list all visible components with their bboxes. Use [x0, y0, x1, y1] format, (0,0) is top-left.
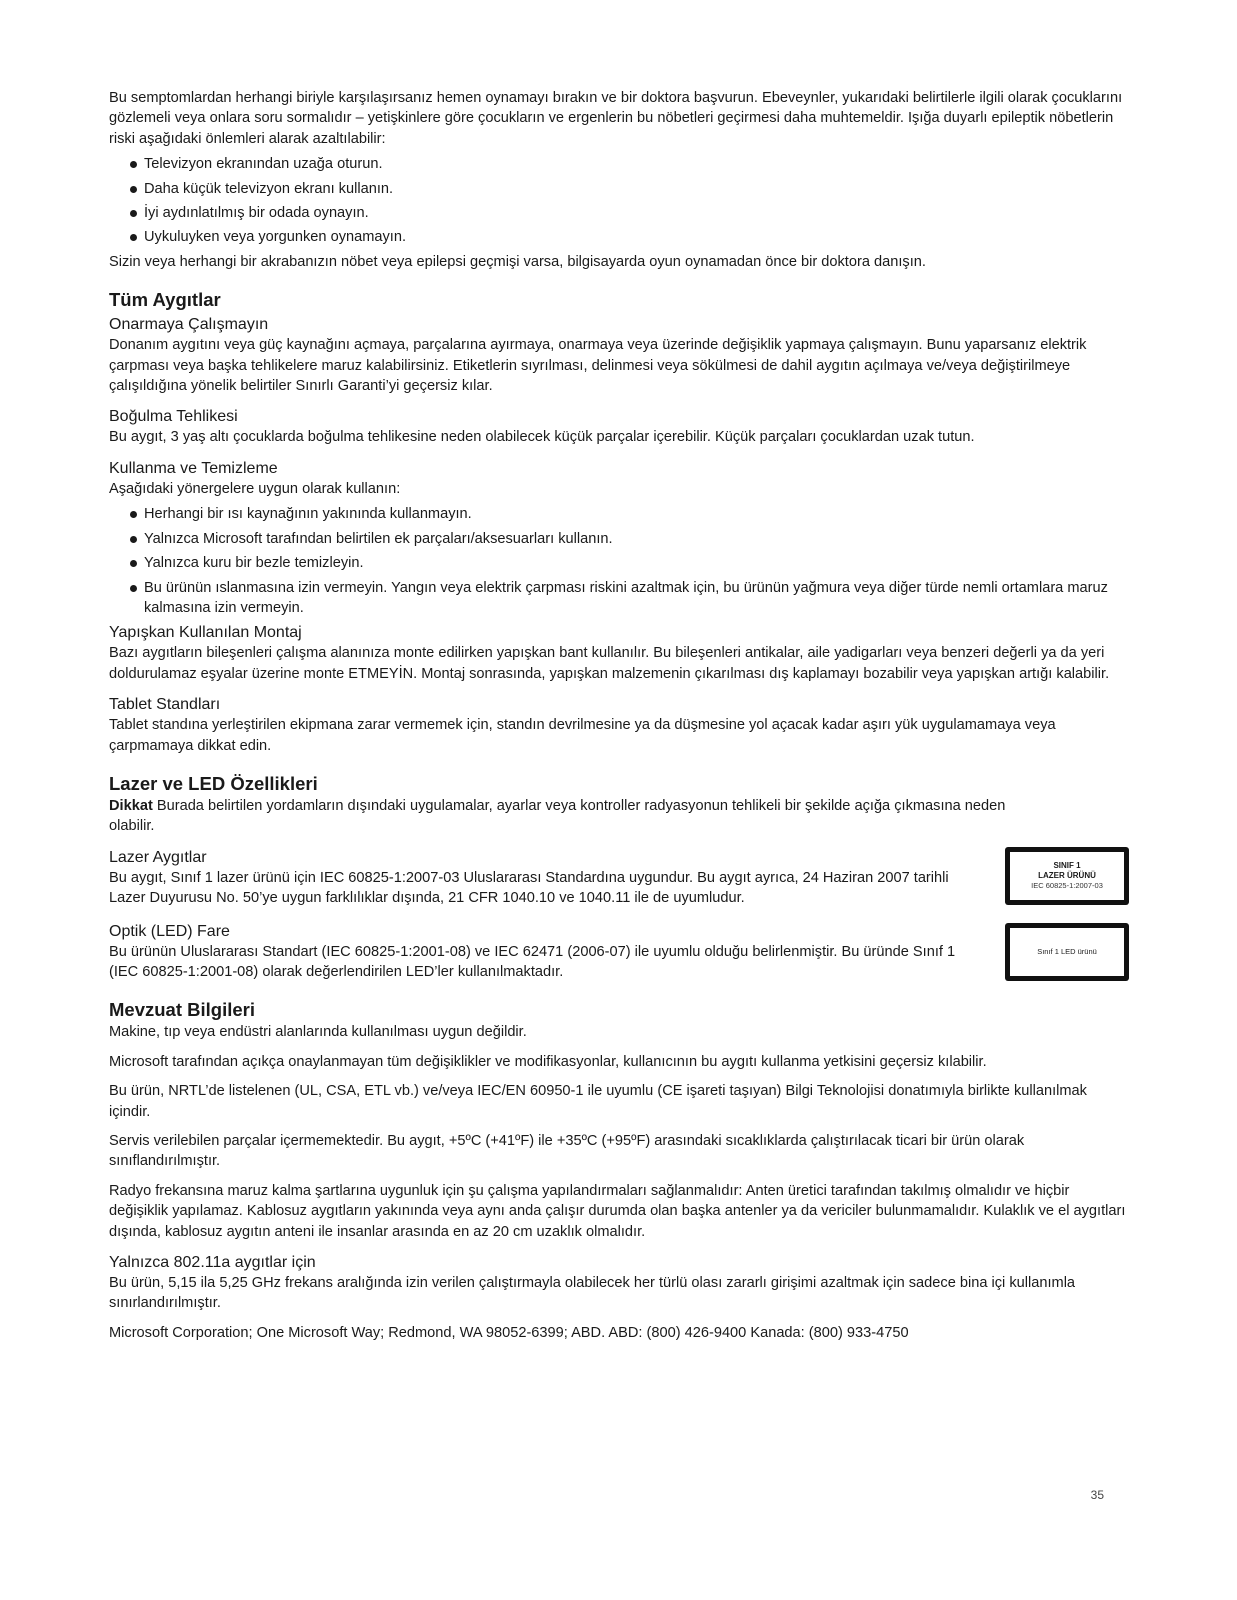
- contact-info: Microsoft Corporation; One Microsoft Way; Redmond, WA 98052-6399; ABD. ABD: (800) 426-9400 Kanada: (800) 933-4750: [109, 1324, 909, 1341]
- laser-label-line3: IEC 60825-1:2007-03: [1031, 880, 1103, 890]
- led-text-block: [109, 921, 959, 983]
- intro-paragraph-2: Sizin veya herhangi bir akrabanızın nöbet veya epilepsi geçmişi varsa, bilgisayarda oyun oynamadan önce bir doktora danışın.: [109, 253, 926, 270]
- repair-text: Donanım aygıtını veya güç kaynağını açmaya, parçalarına ayırmaya, onarmaya veya üzerinde değişiklik yapmaya çalışmayın. Bunu yaparsanız elektrik çarpması veya başka tehlikelere maruz kalabilirsiniz. Etiketlerin sıyrılması, delinmesi veya sökülmesi de dahil aygıtın açılmaya ve/veya değiştirilmeye çalışıldığına yönelik belirtiler Sınırlı Garanti’yi geçersiz kılar.: [109, 337, 1087, 395]
- page-content: [109, 88, 1129, 1343]
- laser-class-label-face: [1010, 852, 1124, 900]
- heading-laser: Lazer Aygıtlar: [109, 848, 207, 866]
- heading-tablet: Tablet Standları: [109, 696, 221, 714]
- regulatory-paragraph: Servis verilebilen parçalar içermemektedir. Bu aygıt, +5ºC (+41ºF) ile +35ºC (+95ºF) arasındaki sıcaklıklarda çalıştırılacak ticari bir ürün olarak sınıflandırılmıştır.: [109, 1133, 1025, 1170]
- heading-led: Optik (LED) Fare: [109, 922, 230, 940]
- list-item: Yalnızca Microsoft tarafından belirtilen ek parçaları/aksesuarları kullanın.: [130, 529, 1129, 549]
- laser-text-block: [109, 847, 959, 909]
- list-item: Uykuluyken veya yorgunken oynamayın.: [130, 227, 1129, 247]
- section-title-laser-led: Lazer ve LED Özellikleri: [109, 772, 318, 794]
- heading-adhesive: Yapışkan Kullanılan Montaj: [109, 624, 302, 642]
- heading-use-clean: Kullanma ve Temizleme: [109, 459, 278, 477]
- page-number: 35: [1090, 1488, 1104, 1502]
- laser-class-label: [1005, 847, 1129, 905]
- section-title-regulatory: Mevzuat Bilgileri: [109, 999, 255, 1021]
- caution-text: [109, 796, 1029, 837]
- led-class-label: [1005, 923, 1129, 981]
- led-text: Bu ürünün Uluslararası Standart (IEC 60825-1:2001-08) ve IEC 62471 (2006-07) ile uyumlu olduğu belirlenmiştir. Bu üründe Sınıf 1 (IEC 60825-1:2001-08) olarak değerlendirilen LED’ler kullanılmaktadır.: [109, 943, 956, 980]
- list-item: İyi aydınlatılmış bir odada oynayın.: [130, 203, 1129, 223]
- laser-row: [109, 847, 1129, 909]
- led-class-label-face: [1010, 928, 1124, 976]
- heading-choking: Boğulma Tehlikesi: [109, 408, 238, 426]
- laser-label-line2: LAZER ÜRÜNÜ: [1038, 870, 1096, 880]
- use-clean-text: Aşağıdaki yönergelere uygun olarak kullanın:: [109, 480, 401, 497]
- regulatory-paragraph: Makine, tıp veya endüstri alanlarında kullanılması uygun değildir.: [109, 1024, 527, 1041]
- choking-text: Bu aygıt, 3 yaş altı çocuklarda boğulma tehlikesine neden olabilecek küçük parçalar içerebilir. Küçük parçaları çocuklardan uzak tutun.: [109, 429, 975, 446]
- section-title-all-devices: Tüm Aygıtlar: [109, 289, 221, 311]
- adhesive-text: Bazı aygıtların bileşenleri çalışma alanınıza monte edilirken yapışkan bant kullanılır. Bu bileşenleri antikalar, aile yadigarları veya benzeri değerli ya da yeri doldurulamaz eşyalar üzerine monte ETMEYİN. Montaj sonrasında, yapışkan malzemenin çıkarılması dış kaplamayı bozabilir veya yapışkan artığı kalabilir.: [109, 645, 1110, 682]
- list-item: Herhangi bir ısı kaynağının yakınında kullanmayın.: [130, 504, 1129, 524]
- led-row: [109, 921, 1129, 983]
- laser-text: Bu aygıt, Sınıf 1 lazer ürünü için IEC 60825-1:2007-03 Uluslararası Standardına uygundur. Bu aygıt ayrıca, 24 Haziran 2007 tarihli Lazer Duyurusu No. 50’ye uygun farklılıklar dışında, 21 CFR 1040.10 ve 1040.11 ile de uyumludur.: [109, 869, 949, 907]
- tablet-text: Tablet standına yerleştirilen ekipmana zarar vermemek için, standın devrilmesine ya da düşmesine yol açacak kadar aşırı yük uygulamamaya veya çarpmamaya dikkat edin.: [109, 717, 1056, 754]
- caution-label: Dikkat: [109, 797, 153, 814]
- list-item: Televizyon ekranından uzağa oturun.: [130, 154, 1129, 174]
- laser-label-line1: SINIF 1: [1053, 860, 1081, 870]
- heading-repair: Onarmaya Çalışmayın: [109, 316, 269, 334]
- use-clean-bullet-list: [109, 504, 1129, 618]
- heading-wifi: Yalnızca 802.11a aygıtlar için: [109, 1254, 316, 1272]
- regulatory-paragraph: Microsoft tarafından açıkça onaylanmayan tüm değişiklikler ve modifikasyonlar, kullanıcının bu aygıtı kullanma yetkisini geçersiz kılabilir.: [109, 1053, 987, 1070]
- intro-paragraph: Bu semptomlardan herhangi biriyle karşılaşırsanız hemen oynamayı bırakın ve bir doktora başvurun. Ebeveynler, yukarıdaki belirtilerle ilgili olarak çocuklarını gözlemeli veya onlara soru sormalıdır – yetişkinlere göre çocukların ve ergenlerin bu nöbetleri geçirmesi daha muhtemeldir. Işığa duyarlı epileptik nöbetlerin riski aşağıdaki önlemleri alarak azaltılabilir:: [109, 90, 1123, 147]
- list-item: Bu ürünün ıslanmasına izin vermeyin. Yangın veya elektrik çarpması riskini azaltmak için, bu ürünün yağmura veya diğer türde nemli ortamlara maruz kalmasına izin vermeyin.: [130, 578, 1129, 619]
- list-item: Daha küçük televizyon ekranı kullanın.: [130, 179, 1129, 199]
- regulatory-paragraph: Radyo frekansına maruz kalma şartlarına uygunluk için şu çalışma yapılandırmaları sağlanmalıdır: Anten üretici tarafından takılmış olmalıdır ve hiçbir değişiklik yapılamaz. Kablosuz aygıtların yakınında veya aynı anda çalışır durumda olan başka antenler ya da vericiler bulunmamalıdır. Kulaklık ve el aygıtları dışında, kablosuz aygıtın anteni ile insanlar arasında en az 20 cm uzaklık olmalıdır.: [109, 1182, 1126, 1240]
- regulatory-paragraph: Bu ürün, NRTL’de listelenen (UL, CSA, ETL vb.) ve/veya IEC/EN 60950-1 ile uyumlu (CE işareti taşıyan) Bilgi Teknolojisi donatımıyla birlikte kullanılmak içindir.: [109, 1083, 1087, 1120]
- intro-bullet-list: [109, 154, 1129, 248]
- caution-body: Burada belirtilen yordamların dışındaki uygulamalar, ayarlar veya kontroller radyasyonun tehlikeli bir şekilde açığa çıkmasına neden olabilir.: [109, 797, 1006, 835]
- led-label-text: Sınıf 1 LED ürünü: [1037, 946, 1097, 956]
- list-item: Yalnızca kuru bir bezle temizleyin.: [130, 553, 1129, 573]
- wifi-text: Bu ürün, 5,15 ila 5,25 GHz frekans aralığında izin verilen çalıştırmayla olabilecek her türlü olası zararlı girişimi azaltmak için sadece bina içi kullanımla sınırlandırılmıştır.: [109, 1275, 1076, 1312]
